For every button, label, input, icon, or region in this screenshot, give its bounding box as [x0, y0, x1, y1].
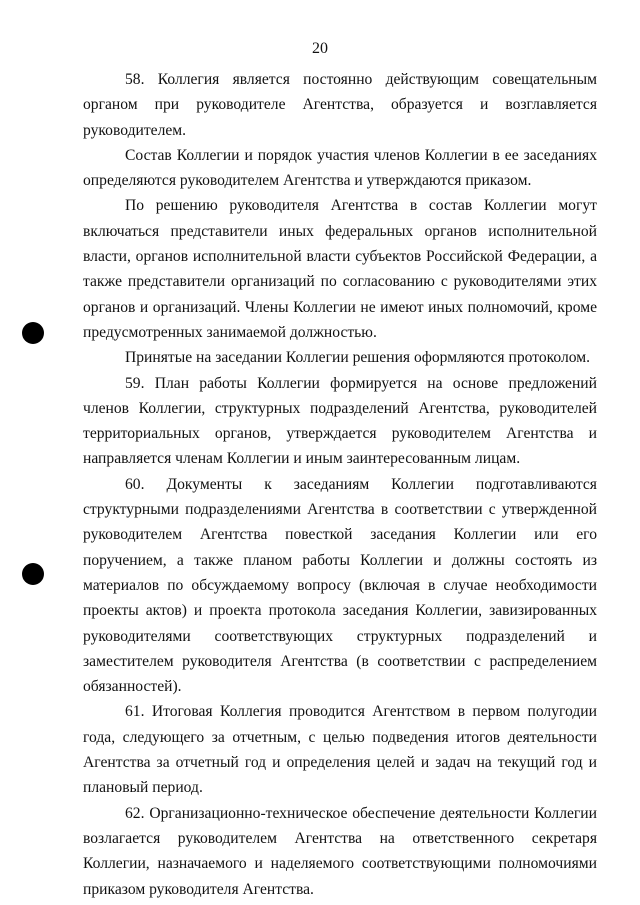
paragraph-decisions-protocol: Принятые на заседании Коллегии решения оформляются протоколом. — [125, 349, 591, 367]
paragraph-collegium-composition: Состав Коллегии и порядок участия членов Коллегии в ее заседаниях определяются руководителем Агентства и утверждаются приказом. — [83, 146, 597, 190]
body-text — [83, 67, 597, 902]
punch-hole-bottom — [22, 563, 44, 585]
paragraph-61: 61. Итоговая Коллегия проводится Агентством в первом полугодии года, следующего за отчетным, с целью подведения итогов деятельности Агентства за отчетный год и определения целей и задач на текущий год и плановый период. — [83, 703, 597, 797]
page-number: 20 — [312, 40, 328, 57]
paragraph-58: 58. Коллегия является постоянно действующим совещательным органом при руководителе Агентства, образуется и возглавляется руководителем. — [83, 71, 597, 139]
paragraph-59: 59. План работы Коллегии формируется на основе предложений членов Коллегии, структурных подразделений Агентства, руководителей территориальных органов, утверждается руководителем Агентства и направляется членам Коллегии и иным заинтересованным лицам. — [83, 374, 597, 468]
punch-hole-top — [22, 322, 44, 344]
paragraph-62: 62. Организационно-техническое обеспечение деятельности Коллегии возлагается руководителем Агентства на ответственного секретаря Коллегии, назначаемого и наделяемого соответствующими полномочиями приказом руководителя Агентства. — [83, 804, 597, 898]
paragraph-collegium-members: По решению руководителя Агентства в состав Коллегии могут включаться представители иных федеральных органов исполнительной власти, органов исполнительной власти субъектов Российской Федерации, а также представители организаций по согласованию с руководителями этих органов и организаций. Члены Коллегии не имеют иных полномочий, кроме предусмотренных занимаемой должностью. — [83, 197, 597, 341]
paragraph-60: 60. Документы к заседаниям Коллегии подготавливаются структурными подразделениями Агентства в соответствии с утвержденной руководителем Агентства повесткой заседания Коллегии или его поручением, а также планом работы Коллегии и должны состоять из материалов по обсуждаемому вопросу (включая в случае необходимости проекты актов) и проекта протокола заседания Коллегии, завизированных руководителями соответствующих структурных подразделений и заместителем руководителя Агентства (в соответствии с распределением обязанностей). — [83, 475, 597, 696]
